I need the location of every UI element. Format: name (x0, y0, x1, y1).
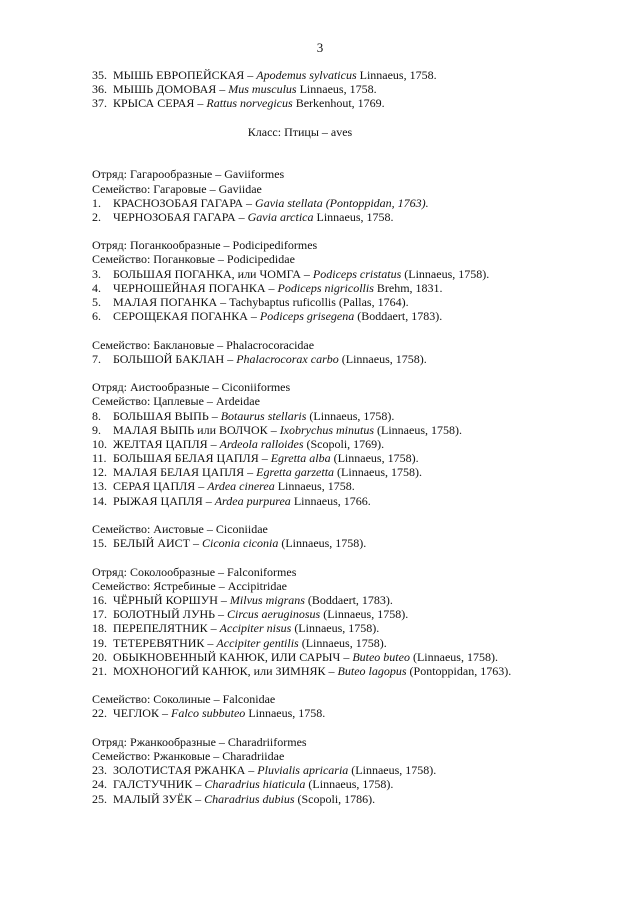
species-author: (Linnaeus, 1758). (301, 635, 387, 650)
family-heading: Семейство: Цаплевые – Ardeidae (92, 394, 260, 409)
entry-number: 7. (92, 351, 101, 366)
species-name-ru: МАЛАЯ БЕЛАЯ ЦАПЛЯ (113, 465, 245, 480)
entry-number: 36. (92, 82, 107, 97)
entry-number: 4. (92, 280, 101, 295)
species-name-latin: Podiceps grisegena (259, 309, 355, 324)
species-name-ru: КРЫСА СЕРАЯ (113, 96, 195, 111)
species-list (92, 68, 600, 806)
species-name-latin: Ardea purpurea (214, 493, 291, 508)
entry-number: 21. (92, 663, 107, 678)
entry-number: 8. (92, 408, 101, 423)
species-name-ru: БОЛЬШАЯ БЕЛАЯ ЦАПЛЯ (113, 451, 259, 466)
species-entry: 7. БОЛЬШОЙ БАКЛАН – Phalacrocorax carbo (Linnaeus, 1758). (92, 351, 427, 366)
species-entry: 10. ЖЕЛТАЯ ЦАПЛЯ – Ardeola ralloides (Scopoli, 1769). (92, 436, 385, 451)
entry-number: 3. (92, 266, 101, 281)
entry-number: 16. (92, 592, 107, 607)
species-name-latin: Podiceps cristatus (312, 266, 402, 281)
species-name-latin: Buteo lagopus (337, 663, 407, 678)
family-heading: Семейство: Ястребиные – Accipitridae (92, 578, 287, 593)
entry-number: 23. (92, 763, 107, 778)
entry-number: 13. (92, 479, 107, 494)
species-author: (Boddaert, 1783). (357, 309, 443, 324)
species-entry: 8. БОЛЬШАЯ ВЫПЬ – Botaurus stellaris (Linnaeus, 1758). (92, 408, 395, 423)
species-author: (Linnaeus, 1758). (351, 763, 437, 778)
species-entry: 19. ТЕТЕРЕВЯТНИК – Accipiter gentilis (Linnaeus, 1758). (92, 635, 387, 650)
family-heading: Семейство: Ржанковые – Charadriidae (92, 749, 285, 763)
entry-number: 17. (92, 607, 107, 622)
species-author: (Scopoli, 1769). (306, 436, 385, 451)
species-author: (Linnaeus, 1758). (377, 422, 462, 437)
species-name-latin: Rattus norvegicus (206, 96, 293, 111)
species-author: Tachybaptus ruficollis (Pallas, 1764). (229, 295, 409, 309)
species-author: (Pontoppidan, 1763). (409, 663, 512, 678)
species-name-latin: Ardea cinerea (207, 479, 275, 494)
species-name-ru: МЫШЬ ЕВРОПЕЙСКАЯ (113, 68, 245, 82)
species-author: (Linnaeus, 1758). (323, 607, 409, 622)
species-name-ru: ОБЫКНОВЕННЫЙ КАНЮК, ИЛИ САРЫЧ (113, 649, 341, 664)
species-name-ru: ЧЕГЛОК (113, 706, 159, 721)
species-entry: 23. ЗОЛОТИСТАЯ РЖАНКА – Pluvialis apricaria (Linnaeus, 1758). (92, 763, 437, 778)
species-name-latin: Milvus migrans (229, 592, 305, 607)
species-name-ru: МАЛЫЙ ЗУЁК (113, 791, 193, 806)
species-author: (Linnaeus, 1758). (309, 408, 395, 423)
species-name-latin: Egretta alba (270, 451, 331, 466)
order-heading: Отряд: Ржанкообразные – Charadriiformes (92, 734, 307, 749)
species-name-latin: Ciconia ciconia (202, 536, 279, 551)
species-author: Linnaeus, 1758. (316, 209, 394, 224)
species-entry: 36. МЫШЬ ДОМОВАЯ – Mus musculus Linnaeus, 1758. (92, 82, 377, 97)
species-author: Linnaeus, 1758. (277, 479, 355, 494)
species-author: (Scopoli, 1786). (297, 791, 376, 806)
species-name-latin: Ixobrychus minutus (279, 422, 375, 437)
species-name-latin: Apodemus sylvaticus (256, 68, 357, 82)
species-author: Berkenhout, 1769. (295, 96, 385, 111)
species-entry: 11. БОЛЬШАЯ БЕЛАЯ ЦАПЛЯ – Egretta alba (Linnaeus, 1758). (92, 451, 419, 466)
order-heading: Отряд: Соколообразные – Falconiformes (92, 564, 297, 579)
species-entry: 25. МАЛЫЙ ЗУЁК – Charadrius dubius (Scopoli, 1786). (92, 791, 376, 806)
species-name-ru: ЖЕЛТАЯ ЦАПЛЯ (113, 436, 208, 451)
species-name-ru: ЗОЛОТИСТАЯ РЖАНКА (113, 763, 246, 778)
species-entry: 1. КРАСНОЗОБАЯ ГАГАРА – Gavia stellata (Pontoppidan, 1763). (92, 195, 429, 210)
species-author: (Linnaeus, 1758). (281, 536, 367, 551)
species-entry: 9. МАЛАЯ ВЫПЬ или ВОЛЧОК – Ixobrychus minutus (Linnaeus, 1758). (92, 422, 462, 437)
species-name-ru: РЫЖАЯ ЦАПЛЯ (113, 493, 203, 508)
species-author: Linnaeus, 1758. (299, 82, 377, 97)
species-entry: 4. ЧЕРНОШЕЙНАЯ ПОГАНКА – Podiceps nigricollis Brehm, 1831. (92, 280, 443, 295)
entry-number: 11. (92, 451, 107, 466)
entry-number: 25. (92, 791, 107, 806)
species-name-ru: БОЛЬШОЙ БАКЛАН (113, 351, 225, 366)
species-entry: 2. ЧЕРНОЗОБАЯ ГАГАРА – Gavia arctica Linnaeus, 1758. (92, 209, 394, 224)
species-entry: 16. ЧЁРНЫЙ КОРШУН – Milvus migrans (Boddaert, 1783). (92, 592, 393, 607)
species-author: (Boddaert, 1783). (307, 592, 393, 607)
entry-number: 5. (92, 295, 101, 309)
species-entry: 3. БОЛЬШАЯ ПОГАНКА, или ЧОМГА – Podiceps cristatus (Linnaeus, 1758). (92, 266, 490, 281)
species-name-latin: Botaurus stellaris (220, 408, 307, 423)
species-name-ru: КРАСНОЗОБАЯ ГАГАРА (113, 195, 244, 210)
species-entry: 24. ГАЛСТУЧНИК – Charadrius hiaticula (Linnaeus, 1758). (92, 777, 394, 792)
family-heading: Семейство: Аистовые – Ciconiidae (92, 522, 268, 536)
species-name-ru: МАЛАЯ ПОГАНКА (113, 295, 218, 309)
species-name-ru: ЧЕРНОЗОБАЯ ГАГАРА (113, 209, 236, 224)
species-author: Linnaeus, 1758. (359, 68, 437, 82)
species-name-latin: Accipiter gentilis (216, 635, 299, 650)
species-author: (Linnaeus, 1758). (294, 621, 380, 636)
page-number: 3 (316, 40, 324, 55)
entry-number: 35. (92, 68, 107, 82)
species-entry: 15. БЕЛЫЙ АИСТ – Ciconia ciconia (Linnaeus, 1758). (92, 536, 367, 551)
entry-number: 14. (92, 493, 107, 508)
order-heading: Отряд: Аистообразные – Ciconiiformes (92, 380, 291, 395)
species-author: Brehm, 1831. (376, 280, 443, 295)
entry-number: 19. (92, 635, 107, 650)
species-name-ru: ТЕТЕРЕВЯТНИК (113, 635, 205, 650)
species-entry: 22. ЧЕГЛОК – Falco subbuteo Linnaeus, 1758. (92, 706, 326, 721)
species-entry: 35. МЫШЬ ЕВРОПЕЙСКАЯ – Apodemus sylvaticus Linnaeus, 1758. (92, 68, 437, 82)
entry-number: 18. (92, 621, 107, 636)
species-author: (Linnaeus, 1758). (337, 465, 423, 480)
species-entry: 5. МАЛАЯ ПОГАНКА – Tachybaptus ruficollis (Pallas, 1764). (92, 295, 409, 309)
species-author: (Linnaeus, 1758). (333, 451, 419, 466)
species-entry: 12. МАЛАЯ БЕЛАЯ ЦАПЛЯ – Egretta garzetta (Linnaeus, 1758). (92, 465, 423, 480)
species-entry: 13. СЕРАЯ ЦАПЛЯ – Ardea cinerea Linnaeus, 1758. (92, 479, 355, 494)
class-heading: Класс: Птицы – aves (247, 124, 353, 139)
family-heading: Семейство: Поганковые – Podicipedidae (92, 252, 295, 267)
entry-number: 10. (92, 436, 107, 451)
entry-number: 22. (92, 706, 107, 721)
species-name-latin: Ardeola ralloides (219, 436, 304, 451)
family-heading: Семейство: Соколиные – Falconidae (92, 692, 276, 707)
entry-number: 9. (92, 422, 101, 437)
entry-number: 37. (92, 96, 107, 111)
species-name-latin: Falco subbuteo (170, 706, 246, 721)
species-name-latin: Podiceps nigricollis (277, 280, 374, 295)
entry-number: 1. (92, 195, 101, 210)
species-entry: 37. КРЫСА СЕРАЯ – Rattus norvegicus Berkenhout, 1769. (92, 96, 385, 111)
species-name-ru: БОЛЬШАЯ ВЫПЬ (113, 408, 209, 423)
species-entry: 21. МОХНОНОГИЙ КАНЮК, или ЗИМНЯК – Buteo lagopus (Pontoppidan, 1763). (92, 663, 512, 678)
species-name-ru: ГАЛСТУЧНИК (113, 777, 193, 792)
entry-number: 24. (92, 777, 107, 792)
species-name-ru: СЕРОЩЕКАЯ ПОГАНКА (113, 309, 248, 324)
species-author: Linnaeus, 1758. (248, 706, 326, 721)
species-author: Linnaeus, 1766. (293, 493, 371, 508)
species-name-latin: Buteo buteo (352, 649, 410, 664)
species-author: (Linnaeus, 1758). (341, 351, 427, 366)
family-heading: Семейство: Баклановые – Phalacrocoracidae (92, 337, 315, 352)
species-author: (Linnaeus, 1758). (412, 649, 498, 664)
species-author: (Linnaeus, 1758). (404, 266, 490, 281)
species-name-ru: МЫШЬ ДОМОВАЯ (113, 82, 217, 97)
entry-number: 20. (92, 649, 107, 664)
species-name-latin: Pluvialis apricaria (257, 763, 349, 778)
species-entry: 6. СЕРОЩЕКАЯ ПОГАНКА – Podiceps grisegena (Boddaert, 1783). (92, 309, 443, 324)
species-entry: 17. БОЛОТНЫЙ ЛУНЬ – Circus aeruginosus (Linnaeus, 1758). (92, 607, 409, 622)
species-entry: 18. ПЕРЕПЕЛЯТНИК – Accipiter nisus (Linnaeus, 1758). (92, 621, 380, 636)
order-heading: Отряд: Гагарообразные – Gaviiformes (92, 167, 285, 182)
entry-number: 15. (92, 536, 107, 551)
species-name-ru: ЧЕРНОШЕЙНАЯ ПОГАНКА (113, 280, 266, 295)
species-name-ru: СЕРАЯ ЦАПЛЯ (113, 479, 196, 494)
species-name-latin: Mus musculus (228, 82, 297, 97)
species-name-ru: ПЕРЕПЕЛЯТНИК (113, 621, 208, 636)
species-name-latin: Gavia stellata (Pontoppidan, 1763). (255, 195, 429, 210)
species-entry: 14. РЫЖАЯ ЦАПЛЯ – Ardea purpurea Linnaeus, 1766. (92, 493, 371, 508)
species-name-latin: Phalacrocorax carbo (236, 351, 339, 366)
species-name-latin: Accipiter nisus (219, 621, 292, 636)
species-name-ru: БОЛОТНЫЙ ЛУНЬ (113, 607, 215, 622)
species-entry: 20. ОБЫКНОВЕННЫЙ КАНЮК, ИЛИ САРЫЧ – Buteo buteo (Linnaeus, 1758). (92, 649, 498, 664)
species-name-ru: БОЛЬШАЯ ПОГАНКА, или ЧОМГА (113, 266, 301, 281)
species-name-latin: Charadrius hiaticula (204, 777, 306, 792)
species-name-ru: МОХНОНОГИЙ КАНЮК, или ЗИМНЯК (113, 663, 326, 678)
species-name-ru: ЧЁРНЫЙ КОРШУН (113, 592, 218, 607)
species-name-latin: Charadrius dubius (204, 791, 295, 806)
species-name-ru: БЕЛЫЙ АИСТ (113, 536, 190, 551)
entry-number: 12. (92, 465, 107, 480)
species-name-latin: Egretta garzetta (256, 465, 335, 480)
species-name-latin: Circus aeruginosus (227, 607, 321, 622)
family-heading: Семейство: Гагаровые – Gaviidae (92, 181, 262, 196)
entry-number: 6. (92, 309, 101, 324)
species-name-ru: МАЛАЯ ВЫПЬ или ВОЛЧОК (113, 422, 268, 437)
species-name-latin: Gavia arctica (247, 209, 314, 224)
order-heading: Отряд: Поганкообразные – Podicipediformes (92, 238, 318, 253)
species-author: (Linnaeus, 1758). (308, 777, 394, 792)
entry-number: 2. (92, 209, 101, 224)
